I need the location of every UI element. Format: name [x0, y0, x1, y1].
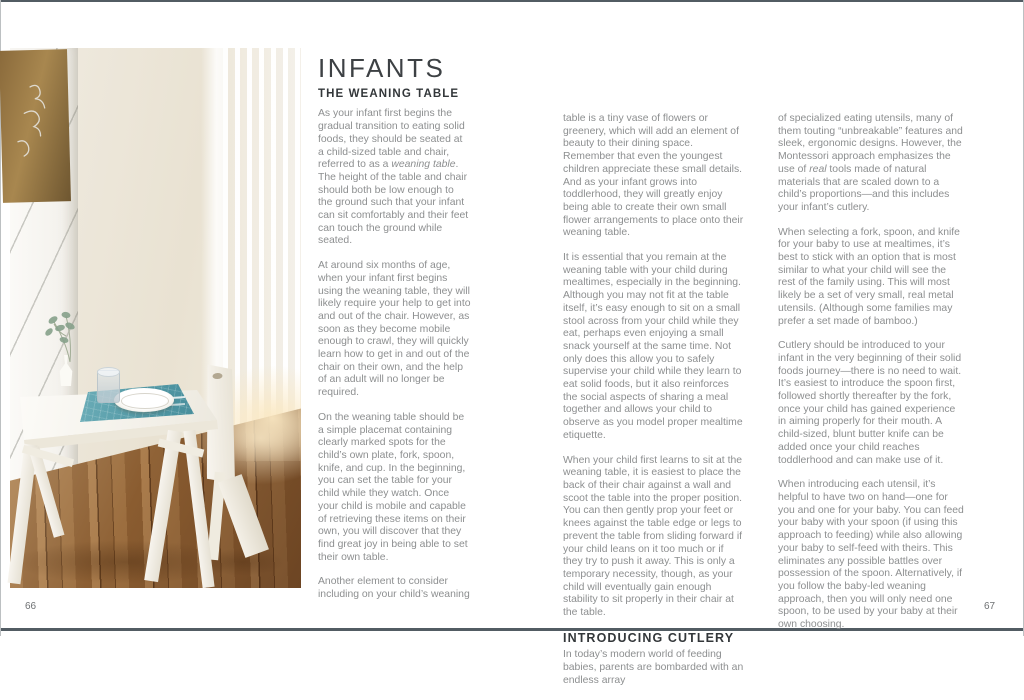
middle-text-column [563, 113, 745, 700]
chapter-title: INFANTS [318, 53, 446, 83]
section-heading-weaning-table: THE WEANING TABLE [318, 87, 460, 100]
paragraph: table is a tiny vase of flowers or greenery, which will add an element of beauty to their dining space. Remember that even the youngest children appreciate these small details. And as your infant grows into toddlerhood, they will greatly enjoy being able to create their own small flower arrangements to place onto their weaning table. [563, 113, 744, 239]
paragraph: Another element to consider including on your child’s weaning [318, 576, 470, 601]
paragraph: Cutlery should be introduced to your infant in the very beginning of their solid foods journey—there is no need to wait. It’s easiest to introduce the spoon first, followed shortly thereafter by the fork, once your child has gained experience in aiming properly for their mouth. A child-sized, blunt butter knife can be added once your child reaches toddlerhood and can make use of it. [778, 340, 962, 466]
left-text-column [318, 53, 471, 614]
page-number-right: 67 [984, 601, 996, 612]
section-heading-introducing-cutlery: INTRODUCING CUTLERY [563, 630, 735, 645]
top-border-rule [0, 0, 1024, 2]
plate-rim [121, 393, 169, 408]
chalkboard-frame [0, 49, 71, 203]
paragraph: When selecting a fork, spoon, and knife for your baby to use at mealtimes, it’s best to stick with an option that is most similar to what your child will see the rest of the family using. This will most likely be a set of very small, real metal utensils. (Although some families may prefer a set made of bamboo.) [778, 226, 960, 327]
paragraph: of specialized eating utensils, many of them touting “unbreakable” features and sleek, ergonomic designs. However, the Montessori approach emphasizes the use of real tools made of natural materials that are scaled down to a child’s proportions—and this includes your infant’s cutlery. [778, 113, 963, 213]
chalk-writing [10, 71, 55, 182]
paragraph: In today’s modern world of feeding babies, parents are bombarded with an endless array [563, 649, 744, 686]
water-glass [97, 370, 120, 403]
paragraph: At around six months of age, when your infant first begins using the weaning table, they will likely require your help to get into and out of the chair. However, as soon as they become mobile enough to crawl, they will quickly learn how to get in and out of the chair on their own, and the help of an adult will no longer be required. [318, 260, 471, 399]
greenery-sprig [36, 306, 88, 362]
paragraph: It is essential that you remain at the weaning table with your child during mealtimes, especially in the beginning. Although you may not fit at the table itself, it’s easy enough to sit on a small stool across from your child while they eat, perhaps even enjoying a small snack yourself at the same time. Not only does this allow you to safely supervise your child while they learn to eat solid foods, but it also reinforces the social aspects of sharing a meal together and allows your child to observe as you model proper mealtime etiquette. [563, 252, 743, 441]
page-number-left: 66 [25, 601, 37, 612]
paragraph: On the weaning table should be a simple placemat containing clearly marked spots for the child’s own plate, fork, spoon, knife, and cup. In the beginning, you can set the table for your child while they watch. Once your child is mobile and capable of retrieving these items on their own, you will discover that they find great joy in being able to set their own table. [318, 411, 468, 563]
paragraph: As your infant first begins the gradual transition to eating solid foods, they should be seated at a child-sized table and chair, referred to as a weaning table. The height of the table and chair should both be low enough to the ground such that your infant can sit comfortably and their feet can touch the ground while seated. [318, 108, 469, 247]
glass-rim [97, 367, 120, 377]
white-plate [114, 388, 174, 412]
chalkboard [1, 52, 60, 196]
chair-handle-hole [212, 373, 222, 380]
right-text-column [778, 113, 965, 644]
weaning-table-photo [10, 48, 301, 588]
paragraph: When your child first learns to sit at the weaning table, it is easiest to place the back of their chair against a wall and scoot the table into the proper position. You can then gently prop your feet or knees against the table edge or legs to prevent the table from sliding forward if your child leans on it too much or if they try to push it away. This is only a temporary necessity, though, as your child will eventually gain enough stability to sit properly in their chair at the table. [563, 454, 743, 619]
paragraph: When introducing each utensil, it’s helpful to have two on hand—one for you and one for your baby. You can feed your baby with your spoon (if using this approach to feeding) while also allowing your baby to self-feed with theirs. This eliminates any possible battles over possession of the spoon. Alternatively, if you follow the baby-led weaning approach, then you will only need one spoon, to be used by your baby at their own choosing. [778, 479, 964, 631]
